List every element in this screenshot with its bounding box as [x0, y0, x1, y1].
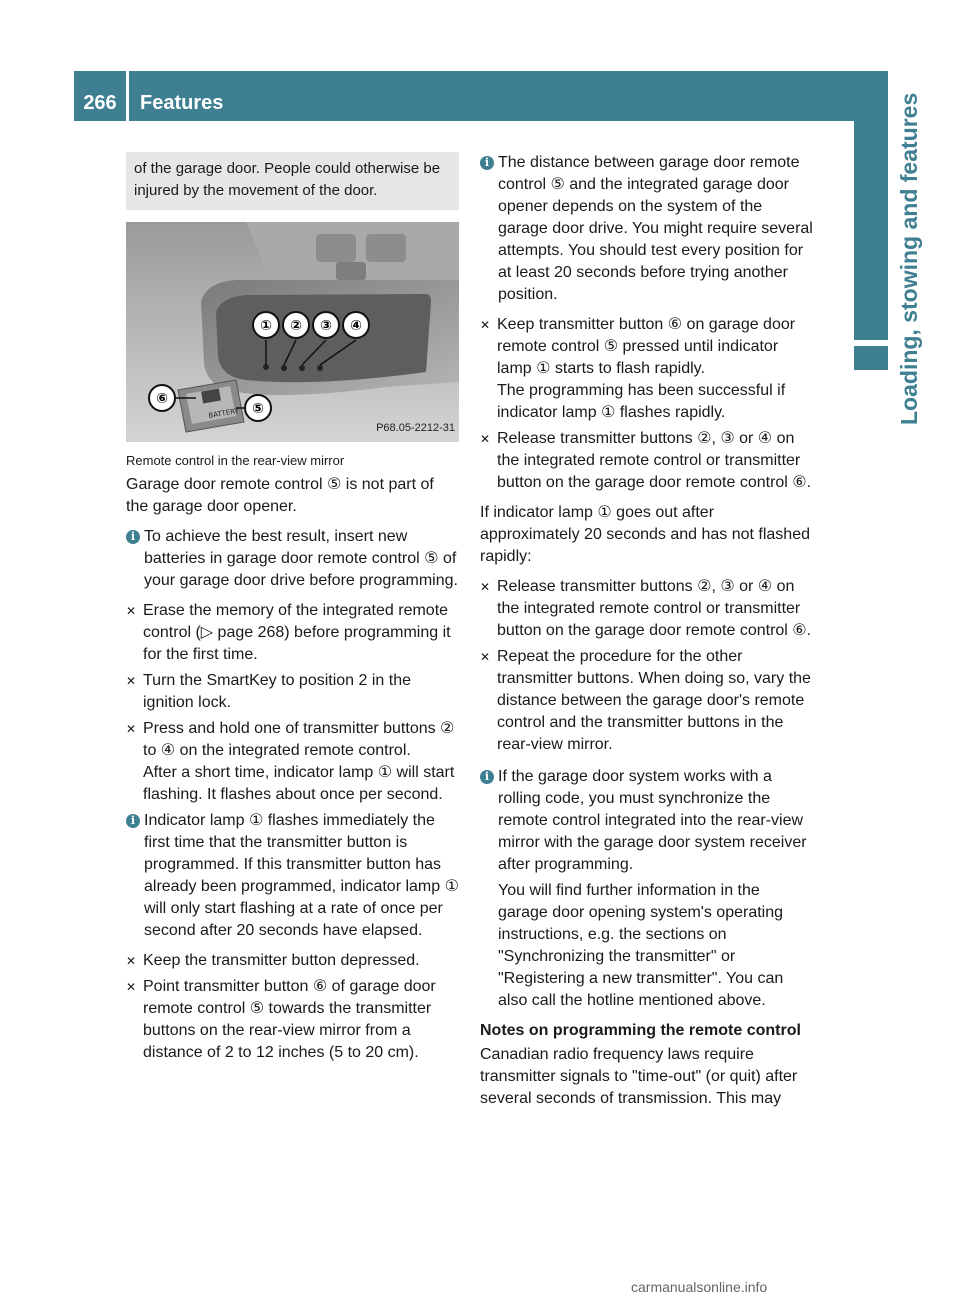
step-arrow-icon: ✕: [480, 432, 491, 446]
step-item: [126, 718, 459, 806]
side-tab: [854, 121, 888, 340]
page-title: Features: [140, 92, 224, 114]
step-item: [126, 600, 459, 666]
step-item: [480, 314, 813, 424]
chapter-label: Loading, stowing and features: [896, 92, 922, 425]
marker-3: ③: [320, 318, 332, 334]
step-arrow-icon: ✕: [126, 604, 137, 618]
step-item: [480, 428, 813, 494]
info-icon: i: [480, 770, 494, 784]
info-icon: i: [480, 156, 494, 170]
step-arrow-icon: ✕: [480, 650, 491, 664]
notes-paragraph: Canadian radio frequency laws require transmitter signals to "time-out" (or quit) after several seconds of transmission. This may: [480, 1046, 798, 1107]
marker-6: ⑥: [156, 391, 168, 407]
step-arrow-icon: ✕: [126, 954, 137, 968]
page-number: 266: [83, 92, 117, 114]
side-tab-marker: [854, 346, 888, 370]
header-divider: [126, 71, 129, 121]
step-item: [126, 976, 459, 1064]
info-note: [126, 526, 459, 592]
step-text: Release transmitter buttons ②, ③ or ④ on the integrated remote control or transmitter button on the garage door remote control ⑥.: [497, 430, 812, 491]
condition-paragraph: If indicator lamp ① goes out after approximately 20 seconds and has not flashed rapidly:: [480, 504, 810, 565]
step-item: [480, 576, 813, 642]
left-column: [126, 152, 459, 1068]
marker-4: ④: [350, 318, 362, 334]
step-arrow-icon: ✕: [126, 980, 137, 994]
step-arrow-icon: ✕: [126, 674, 137, 688]
figure-caption: Remote control in the rear-view mirror: [126, 453, 345, 468]
mirror-figure: [126, 222, 459, 442]
step-text: Erase the memory of the integrated remote control (▷ page 268) before programming it for the first time.: [143, 602, 451, 663]
step-text: Keep transmitter button ⑥ on garage door remote control ⑤ pressed until indicator lamp ① starts to flash rapidly.: [497, 316, 796, 377]
remote-label: BATTERY: [207, 406, 240, 420]
step-arrow-icon: ✕: [480, 580, 491, 594]
step-text: Repeat the procedure for the other transmitter buttons. When doing so, vary the distance between the garage door's remote control and the transmitter buttons in the rear-view mirror.: [497, 648, 811, 753]
info-text: The distance between garage door remote control ⑤ and the integrated garage door opener depends on the system of the garage door drive. You might require several attempts. You should test every position for at least 20 seconds before trying another position.: [498, 154, 813, 303]
section-heading: Notes on programming the remote control: [480, 1022, 801, 1039]
info-text: If the garage door system works with a rolling code, you must synchronize the remote control integrated into the rear-view mirror with the garage door system receiver after programming.: [498, 768, 807, 873]
info-text: Indicator lamp ① flashes immediately the first time that the transmitter button is programmed. If this transmitter button has already been programmed, indicator lamp ① will only start flashing at a rate of once per second after 20 seconds have elapsed.: [144, 812, 459, 939]
warning-box: of the garage door. People could otherwise be injured by the movement of the door.: [126, 152, 459, 210]
info-note: [480, 766, 813, 1012]
step-item: [126, 670, 459, 714]
info-note: [480, 152, 813, 306]
watermark: carmanualsonline.info: [631, 1279, 768, 1295]
info-icon: i: [126, 530, 140, 544]
step-text: Keep the transmitter button depressed.: [143, 952, 420, 969]
figure-code: P68.05-2212-31: [376, 422, 455, 434]
info-note: [126, 810, 459, 942]
right-column: [480, 152, 813, 1118]
step-result: After a short time, indicator lamp ① will start flashing. It flashes about once per second.: [143, 764, 455, 803]
step-arrow-icon: ✕: [126, 722, 137, 736]
step-result: The programming has been successful if indicator lamp ① flashes rapidly.: [497, 382, 786, 421]
step-text: Turn the SmartKey to position 2 in the ignition lock.: [143, 672, 411, 711]
step-text: Point transmitter button ⑥ of garage door remote control ⑤ towards the transmitter buttons on the rear-view mirror from a distance of 2 to 12 inches (5 to 20 cm).: [143, 978, 436, 1061]
step-text: Release transmitter buttons ②, ③ or ④ on the integrated remote control or transmitter button on the garage door remote control ⑥.: [497, 578, 812, 639]
info-text: You will find further information in the garage door opening system's operating instructions, e.g. the sections on "Synchronizing the transmitter" or "Registering a new transmitter". You can also call the hotline mentioned above.: [498, 882, 784, 1009]
mirror-illustration: [126, 222, 459, 442]
intro-paragraph: Garage door remote control ⑤ is not part of the garage door opener.: [126, 476, 434, 515]
marker-1: ①: [260, 318, 272, 334]
info-text: To achieve the best result, insert new batteries in garage door remote control ⑤ of your garage door drive before programming.: [144, 528, 458, 589]
marker-2: ②: [290, 318, 302, 334]
step-arrow-icon: ✕: [480, 318, 491, 332]
info-icon: i: [126, 814, 140, 828]
step-item: [126, 950, 459, 972]
marker-5: ⑤: [252, 401, 264, 417]
step-text: Press and hold one of transmitter buttons ② to ④ on the integrated remote control.: [143, 720, 455, 759]
step-item: [480, 646, 813, 756]
